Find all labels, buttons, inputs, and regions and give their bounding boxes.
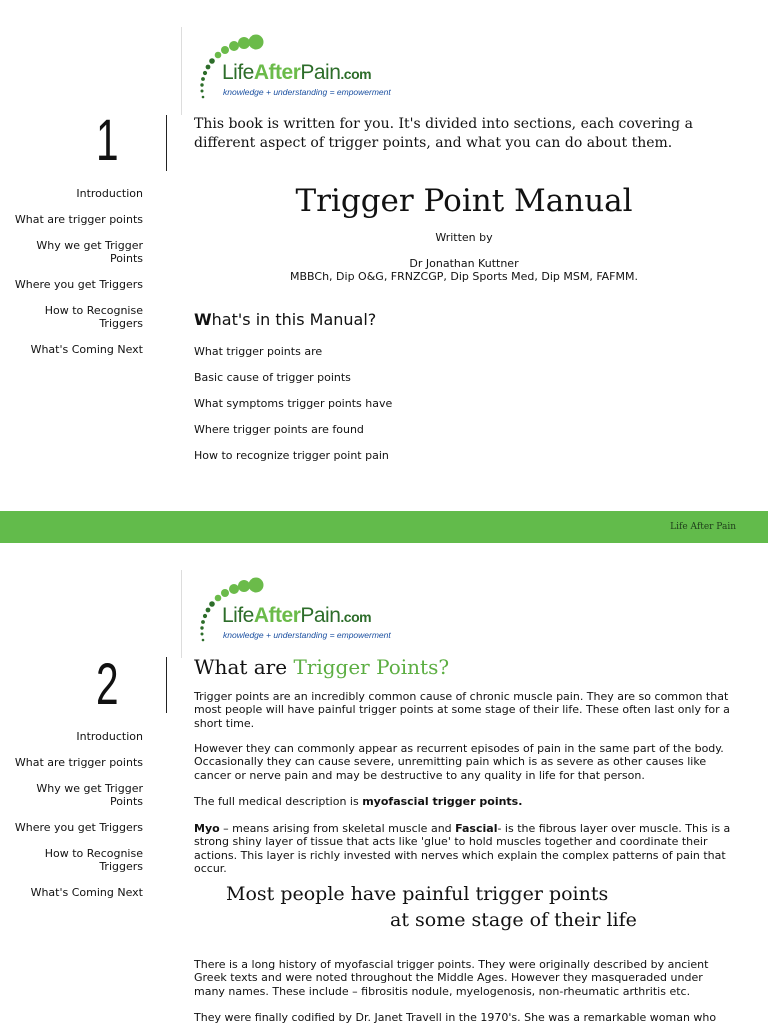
paragraph-1: Trigger points are an incredibly common cause of chronic muscle pain. They are so common that most people will have painful trigger points at some stage of their life. These often last only for a short time. <box>194 690 730 730</box>
nav-item-why[interactable]: Why we get Trigger Points <box>36 239 143 265</box>
pull-quote-line-1: Most people have painful trigger points <box>226 883 609 905</box>
nav-item-what-are[interactable]: What are trigger points <box>14 213 143 226</box>
paragraph-3: The full medical description is myofascial trigger points. <box>194 795 523 808</box>
author-name: Dr Jonathan Kuttner <box>409 257 519 270</box>
nav-item-recognise[interactable]: How to Recognise Triggers <box>44 847 143 873</box>
logo-wordmark: LifeAfterPain.com <box>222 604 372 627</box>
logo-wordmark: LifeAfterPain.com <box>222 61 372 84</box>
contents-list <box>194 345 392 475</box>
logo <box>181 570 421 660</box>
nav-item-coming-next[interactable]: What's Coming Next <box>30 343 143 356</box>
sidebar-nav-1 <box>0 187 143 356</box>
footer-band <box>0 511 768 543</box>
contents-item: How to recognize trigger point pain <box>194 449 389 462</box>
nav-item-where[interactable]: Where you get Triggers <box>14 278 143 291</box>
nav-item-recognise[interactable]: How to Recognise Triggers <box>44 304 143 330</box>
contents-item: Basic cause of trigger points <box>194 371 351 384</box>
logo-tagline: knowledge + understanding = empowerment <box>223 630 391 640</box>
page-title: Trigger Point Manual <box>295 183 633 219</box>
nav-item-coming-next[interactable]: What's Coming Next <box>30 886 143 899</box>
contents-item: What symptoms trigger points have <box>194 397 393 410</box>
chapter-number-2: 2 <box>96 652 119 717</box>
paragraph-5: There is a long history of myofascial trigger points. They were originally described by ancient Greek texts and were noted throughout the Middle Ages. However they masqueraded under many names. These include – fibrositis nodule, myelogenosis, non-rheumatic arthritis etc. <box>194 958 709 998</box>
intro-text: This book is written for you. It's divided into sections, each covering a different aspect of trigger points, and what you can do about them. <box>194 116 693 151</box>
sidebar-nav-2 <box>0 730 143 899</box>
nav-item-introduction[interactable]: Introduction <box>76 730 143 743</box>
contents-item: What trigger points are <box>194 345 323 358</box>
footer-band-text: Life After Pain <box>670 522 736 532</box>
section-heading: What's in this Manual? <box>194 310 377 329</box>
logo <box>181 27 421 117</box>
logo-tagline: knowledge + understanding = empowerment <box>223 87 391 97</box>
nav-item-why[interactable]: Why we get Trigger Points <box>36 782 143 808</box>
chapter-divider <box>166 657 167 713</box>
contents-item: Where trigger points are found <box>194 423 364 436</box>
chapter-divider <box>166 115 167 171</box>
author-credentials: MBBCh, Dip O&G, FRNZCGP, Dip Sports Med, Dip MSM, FAFMM. <box>290 270 638 283</box>
nav-item-what-are[interactable]: What are trigger points <box>14 756 143 769</box>
logo-divider <box>181 27 182 115</box>
paragraph-2: However they can commonly appear as recurrent episodes of pain in the same part of the body. Occasionally they can cause severe, unremitting pain which is as severe as other causes like cancer or nerve pain and may be destructive to any quality in life for that person. <box>194 742 724 782</box>
nav-item-introduction[interactable]: Introduction <box>76 187 143 200</box>
section-title: What are Trigger Points? <box>194 655 450 679</box>
paragraph-6: They were finally codified by Dr. Janet Travell in the 1970's. She was a remarkable woman who <box>194 1011 717 1024</box>
chapter-number-1: 1 <box>96 108 119 173</box>
pull-quote-line-2: at some stage of their life <box>390 909 637 931</box>
nav-item-where[interactable]: Where you get Triggers <box>14 821 143 834</box>
logo-divider <box>181 570 182 658</box>
written-by-label: Written by <box>435 231 493 244</box>
paragraph-4: Myo – means arising from skeletal muscle and Fascial- is the fibrous layer over muscle. This is a strong shiny layer of tissue that acts like 'glue' to hold muscles together and coordinate their actions. This layer is richly invested with nerves which explain the complex patterns of pain that occur. <box>194 822 731 876</box>
